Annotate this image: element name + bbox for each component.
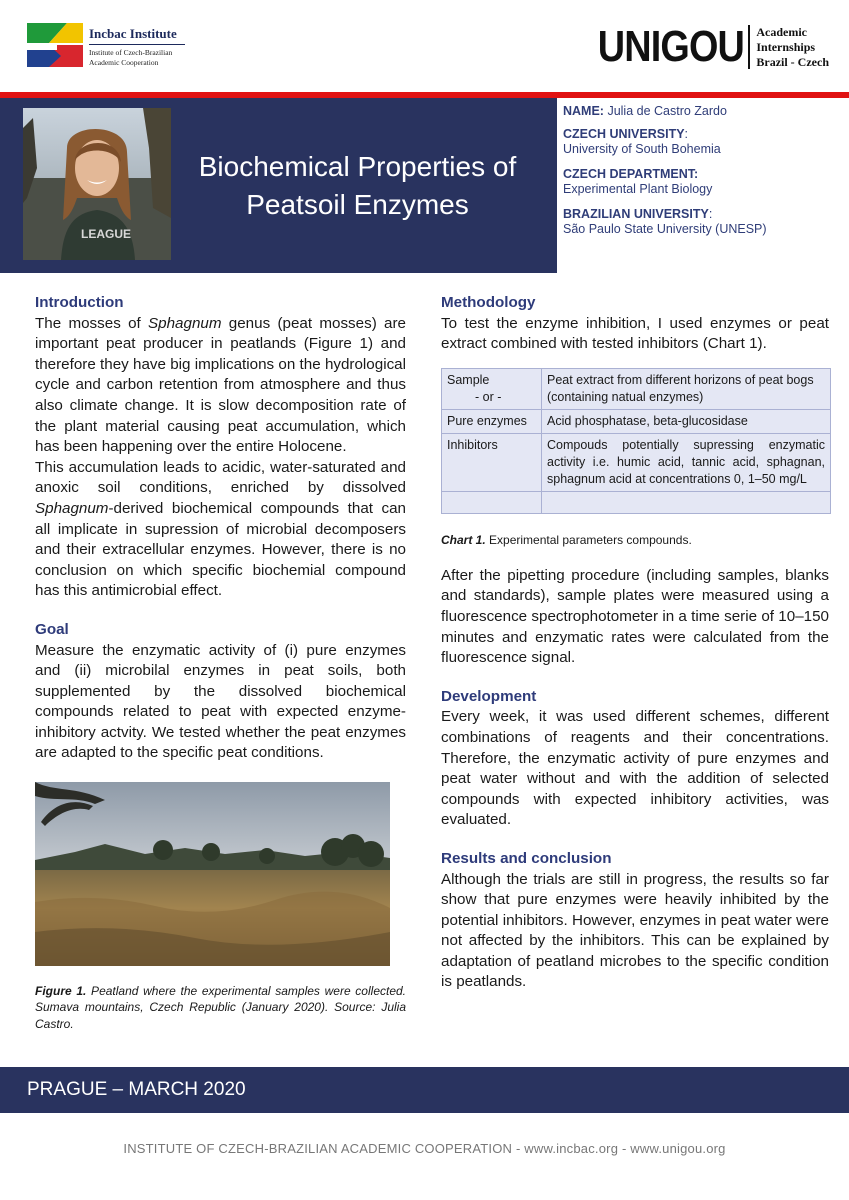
table-cell bbox=[442, 368, 542, 409]
intro-p2-italic: Sphagnum bbox=[35, 499, 109, 517]
table-cell bbox=[442, 491, 542, 513]
figure-1-label: Figure 1. bbox=[35, 983, 87, 998]
table-cell: Pure enzymes bbox=[442, 409, 542, 433]
spacer bbox=[441, 548, 829, 566]
chart-1-label: Chart 1. bbox=[441, 532, 486, 547]
intro-p1-text-a: The mosses of bbox=[35, 314, 149, 332]
info-colon: : bbox=[684, 127, 689, 141]
table-cell: Inhibitors bbox=[442, 433, 542, 491]
development-heading: Development bbox=[441, 687, 537, 705]
info-czech-uni-value: University of South Bohemia bbox=[563, 142, 721, 156]
introduction-paragraph-2 bbox=[35, 458, 406, 602]
left-column bbox=[35, 293, 406, 1032]
spacer bbox=[441, 669, 829, 687]
table-row bbox=[442, 491, 831, 513]
table-cell: Acid phosphatase, beta-glucosidase bbox=[542, 409, 831, 433]
info-czech-dept-value: Experimental Plant Biology bbox=[563, 182, 713, 196]
unigou-divider bbox=[748, 25, 750, 69]
incbac-name: Incbac Institute bbox=[89, 26, 177, 41]
unigou-tag-line3: Brazil - Czech bbox=[756, 54, 829, 69]
goal-heading: Goal bbox=[35, 620, 69, 638]
spacer bbox=[441, 831, 829, 849]
table-row bbox=[442, 409, 831, 433]
info-br-uni-value: São Paulo State University (UNESP) bbox=[563, 222, 767, 236]
table-cell: Peat extract from different horizons of peat bogs (containing natual enzymes) bbox=[542, 368, 831, 409]
info-name bbox=[563, 104, 838, 118]
info-brazilian-university bbox=[563, 207, 838, 238]
author-info bbox=[563, 104, 838, 247]
info-br-uni-label: BRAZILIAN UNIVERSITY bbox=[563, 207, 709, 221]
chart-1-caption bbox=[441, 532, 829, 548]
methodology-after-paragraph: After the pipetting procedure (including samples, blanks and standards), sample plates were measured using a fluorescence spectrophotometer in a time serie of 10–150 minutes and enzymatic rates were calculated from the fluorescence signal. bbox=[441, 566, 829, 667]
development-paragraph: Every week, it was used different schemes, different combinations of reagents and their concentrations. Therefore, the enzymatic activity of pure enzymes and peat water without and with the addition of selected compounds with expected inhibitory activities, was evaluated. bbox=[441, 708, 829, 829]
table-row bbox=[442, 368, 831, 409]
incbac-sub-line2: Academic Cooperation bbox=[89, 58, 159, 67]
peatland-photo bbox=[35, 782, 390, 966]
poster-title bbox=[180, 148, 535, 224]
goal-paragraph: Measure the enzymatic activity of (i) pure enzymes and (ii) microbilal enzymes in peat soils, both supplemented by the dissolved biochemical compounds related to peat with expected enzyme-inhibitory actvity. We tested whether the peat enzymes are adapted to the specific peat conditions. bbox=[35, 641, 406, 762]
incbac-rule bbox=[89, 44, 185, 45]
unigou-tagline bbox=[756, 25, 829, 70]
unigou-wordmark: UNIGOU bbox=[598, 22, 745, 71]
introduction-heading: Introduction bbox=[35, 294, 124, 311]
intro-p1-italic: Sphagnum bbox=[148, 314, 222, 332]
figure-1-caption-text: Peatland where the experimental samples were collected. Sumava mountains, Czech Republic (January 2020). Source: Julia Castro. bbox=[35, 983, 407, 1031]
unigou-tag-line1: Academic bbox=[756, 24, 808, 39]
results-heading: Results and conclusion bbox=[441, 849, 612, 867]
introduction-paragraph-1 bbox=[35, 314, 406, 458]
chart-1-caption-text: Experimental parameters compounds. bbox=[485, 532, 692, 547]
intro-p2-text-b: -derived biochemical compounds that can all implicate in supression of microbial decomposers and their extracellular enzymes. However, there is no conclusion on which specific biochemial compound has this antimicrobial effect. bbox=[35, 499, 406, 600]
incbac-subtitle bbox=[89, 48, 172, 68]
spacer bbox=[35, 602, 406, 620]
unigou-tag-line2: Internships bbox=[756, 39, 816, 54]
figure-1-caption bbox=[35, 983, 406, 1033]
info-colon: : bbox=[708, 207, 713, 221]
right-column bbox=[441, 293, 829, 993]
info-czech-dept-label: CZECH DEPARTMENT: bbox=[563, 167, 699, 181]
results-paragraph: Although the trials are still in progress, the results so far show that pure enzymes were heavily inhibited by the potential inhibitors. However, enzymes in peat water were not affected by the inhibitors. This can be explained by adaptation of peatland microbes to the specific condition is peatlands. bbox=[441, 870, 829, 991]
incbac-sub-line1: Institute of Czech-Brazilian bbox=[89, 48, 173, 57]
info-czech-department bbox=[563, 167, 838, 198]
table-cell: Compouds potentially supressing enzymatic activity i.e. humic acid, tannic acid, sphagnan, sphagnum acid at concentrations 0, 1–50 mg/L bbox=[542, 433, 831, 491]
info-name-label: NAME: bbox=[563, 104, 604, 118]
incbac-logo bbox=[27, 21, 187, 73]
poster-title-line1: Biochemical Properties of bbox=[198, 151, 517, 182]
table-cell-text: Sample bbox=[447, 372, 490, 387]
info-name-value: Julia de Castro Zardo bbox=[607, 104, 727, 118]
svg-text:LEAGUE: LEAGUE bbox=[81, 227, 132, 241]
parameters-table bbox=[441, 368, 831, 514]
table-row bbox=[442, 433, 831, 491]
footer-date: PRAGUE – MARCH 2020 bbox=[27, 1079, 246, 1100]
footer-institute-line: INSTITUTE OF CZECH-BRAZILIAN ACADEMIC COOPERATION - www.incbac.org - www.unigou.org bbox=[123, 1141, 726, 1156]
methodology-heading: Methodology bbox=[441, 294, 536, 311]
table-cell-text: - or - bbox=[475, 389, 502, 404]
intro-p1-text-b: genus (peat mosses) are important peat producer in peatlands (Figure 1) and therefore they have big implications on the hydrological cycle and carbon retention from atmosphere and thus also climate change. It is slow decomposition rate of the plant material causing peat accumulation, which has been happening over the entire Holocene. bbox=[35, 314, 406, 456]
info-czech-uni-label: CZECH UNIVERSITY bbox=[563, 127, 685, 141]
poster-title-line2: Peatsoil Enzymes bbox=[246, 189, 469, 220]
unigou-logo bbox=[574, 22, 829, 72]
author-portrait bbox=[23, 108, 171, 260]
info-czech-university bbox=[563, 127, 838, 158]
incbac-flag-icon bbox=[27, 21, 83, 69]
methodology-paragraph: To test the enzyme inhibition, I used enzymes or peat extract combined with tested inhibitors (Chart 1). bbox=[441, 314, 829, 353]
intro-p2-text-a: This accumulation leads to acidic, water-saturated and anoxic soil conditions, enriched by dissolved bbox=[35, 458, 406, 497]
table-cell bbox=[542, 491, 831, 513]
